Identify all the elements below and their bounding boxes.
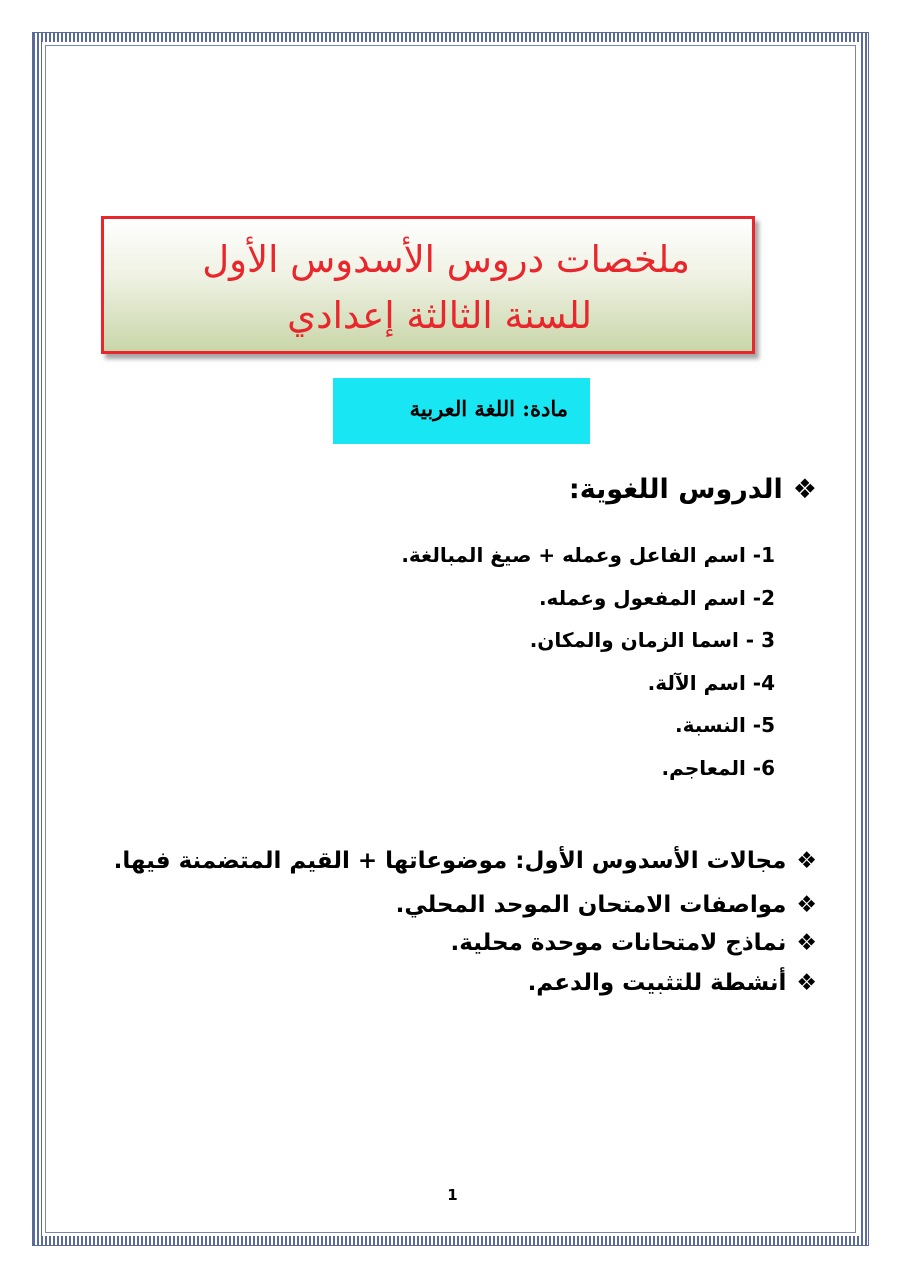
diamond-bullet-icon: ❖ xyxy=(796,892,817,918)
lesson-item: 5- النسبة. xyxy=(675,713,775,737)
diamond-bullet-icon: ❖ xyxy=(796,970,817,996)
bullet-item-text: نماذج لامتحانات موحدة محلية. xyxy=(450,930,787,956)
lesson-item: 2- اسم المفعول وعمله. xyxy=(538,586,775,610)
title-box xyxy=(101,216,755,354)
page-number: 1 xyxy=(447,1186,458,1204)
bullet-item xyxy=(528,970,817,996)
lesson-item: 4- اسم الآلة. xyxy=(647,671,775,695)
lessons-heading xyxy=(569,474,817,505)
bullet-item-text: أنشطة للتثبيت والدعم. xyxy=(527,970,787,996)
bullet-item xyxy=(396,892,817,918)
subject-label: مادة: اللغة العربية xyxy=(409,396,568,421)
diamond-bullet-icon: ❖ xyxy=(792,474,817,505)
bullet-item xyxy=(451,930,817,956)
lessons-heading-text: الدروس اللغوية: xyxy=(568,474,783,505)
title-line-2: للسنة الثالثة إعدادي xyxy=(287,294,592,337)
lesson-item: 6- المعاجم. xyxy=(661,756,775,780)
bullet-item-text: مواصفات الامتحان الموحد المحلي. xyxy=(395,892,787,918)
diamond-bullet-icon: ❖ xyxy=(796,930,817,956)
bullet-item-text: مجالات الأسدوس الأول: موضوعاتها + القيم المتضمنة فيها. xyxy=(113,848,787,874)
lesson-item: 1- اسم الفاعل وعمله + صيغ المبالغة. xyxy=(401,543,775,567)
bullet-item xyxy=(114,848,817,874)
subject-label-box xyxy=(333,378,590,444)
title-line-1: ملخصات دروس الأسدوس الأول xyxy=(202,238,690,281)
diamond-bullet-icon: ❖ xyxy=(796,848,817,874)
lesson-item: 3 - اسما الزمان والمكان. xyxy=(529,628,775,652)
